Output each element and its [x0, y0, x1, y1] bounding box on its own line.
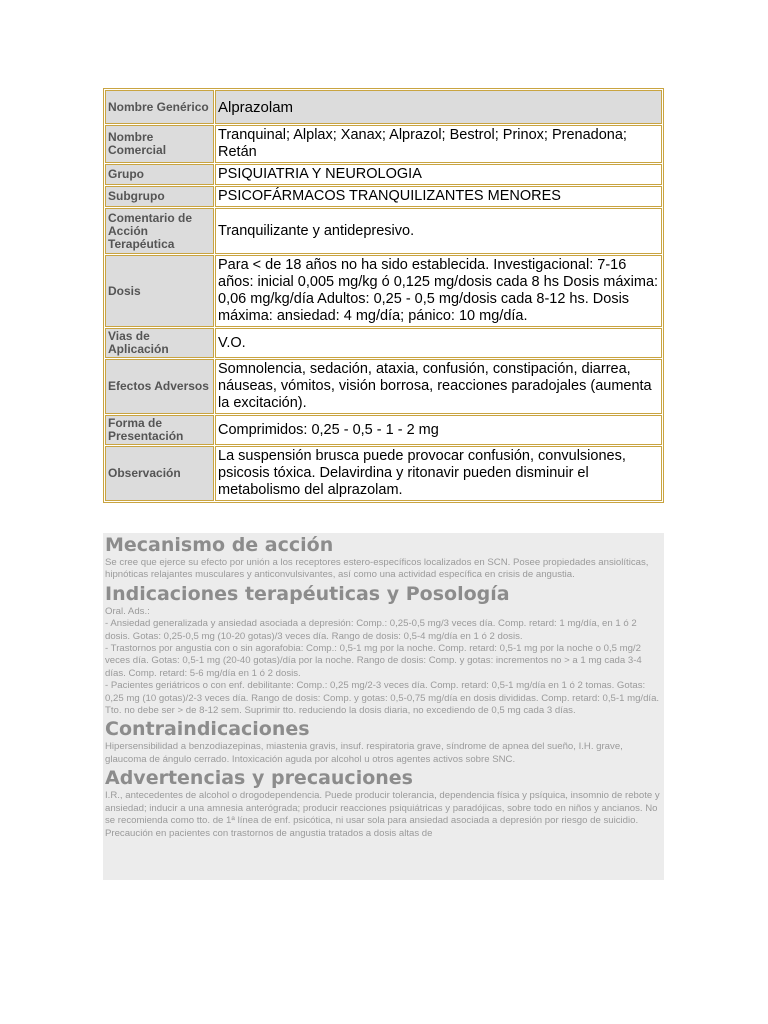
section-text: Oral. Ads.:: [105, 605, 150, 617]
section-text: - Trastornos por angustia con o sin agorafobia: Comp.: 0,5-1 mg por la noche. Comp. retard: 0,5-1 mg por la noche o 0,5 mg/2 veces día. Gotas: 0,5-1 mg (20-40 gotas)/día por la noche. Rango de dosis: Comp. y gotas: incrementos no > a 1 mg cada 3-4 días. Comp. retard: 5-6 mg/día en 1 ó 2 dosis.: [105, 643, 642, 679]
section-title-mecanismo: Mecanismo de acción: [105, 534, 334, 556]
section-text: Se cree que ejerce su efecto por unión a los receptores estero-específicos localizados en SCN. Posee propiedades ansiolíticas, hipnóticas relajantes musculares y anticonvulsivantes, así como una actividad específica en crisis de angustia.: [105, 557, 649, 581]
table-row: [105, 255, 662, 327]
row-value: Tranquilizante y antidepresivo.: [215, 208, 662, 254]
row-value: V.O.: [215, 328, 662, 358]
section-text: Hipersensibilidad a benzodiazepinas, miastenia gravis, insuf. respiratoria grave, síndrome de apnea del sueño, I.H. grave, glaucoma de ángulo cerrado. Intoxicación aguda por alcohol u otros agentes activos sobre SNC.: [105, 741, 623, 765]
section-text: - Ansiedad generalizada y ansiedad asociada a depresión: Comp.: 0,25-0,5 mg/3 veces día. Comp. retard: 1 mg/día, en 1 ó 2 dosis. Gotas: 0,25-0,5 mg (10-20 gotas)/3 veces día. Rango de dosis: 0,5-4 mg/día en 1 ó 2 dosis.: [105, 618, 637, 642]
row-value: Alprazolam: [215, 90, 662, 124]
row-value: Comprimidos: 0,25 - 0,5 - 1 - 2 mg: [215, 415, 662, 445]
section-text: I.R., antecedentes de alcohol o drogodependencia. Puede producir tolerancia, dependencia física y psíquica, insomnio de rebote y ansiedad; inducir a una amnesia anterógrada; producir reacciones psiquiátricas y paradójicas, sobre todo en niños y ancianos. No se recomienda como tto. de 1ª línea de enf. psicótica, ni usar sola para ansiedad asociada a depresión por riesgo de suicidio. Precaución en pacientes con trastornos de angustia tratados a dosis altas de: [105, 790, 660, 839]
row-value: Somnolencia, sedación, ataxia, confusión, constipación, diarrea, náuseas, vómitos, visión borrosa, reacciones paradojales (aumenta la excitación).: [215, 359, 662, 414]
table-row: [105, 446, 662, 501]
row-label: Subgrupo: [105, 186, 214, 207]
table-row: [105, 359, 662, 414]
row-value: Tranquinal; Alplax; Xanax; Alprazol; Bestrol; Prinox; Prenadona; Retán: [215, 125, 662, 163]
section-title-advertencias: Advertencias y precauciones: [105, 767, 413, 790]
section-text: Tto. no debe ser > de 8-12 sem. Suprimir tto. reduciendo la dosis diaria, no excediendo de 0,5 mg cada 3 días.: [105, 705, 576, 717]
row-label: Forma de Presentación: [105, 415, 214, 445]
row-label: Dosis: [105, 255, 214, 327]
table-row: [105, 415, 662, 445]
drug-info-panel: [103, 533, 664, 880]
row-label: Nombre Comercial: [105, 125, 214, 163]
section-title-contraindicaciones: Contraindicaciones: [105, 718, 310, 741]
row-value: PSICOFÁRMACOS TRANQUILIZANTES MENORES: [215, 186, 662, 207]
table-row: [105, 90, 662, 124]
row-value: La suspensión brusca puede provocar confusión, convulsiones, psicosis tóxica. Delavirdina y ritonavir pueden disminuir el metabolismo del alprazolam.: [215, 446, 662, 501]
table-row: [105, 125, 662, 163]
row-label: Vias de Aplicación: [105, 328, 214, 358]
section-title-indicaciones: Indicaciones terapéuticas y Posología: [105, 582, 510, 605]
row-value: PSIQUIATRIA Y NEUROLOGIA: [215, 164, 662, 185]
row-label: Efectos Adversos: [105, 359, 214, 414]
table-row: [105, 328, 662, 358]
section-text: - Pacientes geriátricos o con enf. debilitante: Comp.: 0,25 mg/2-3 veces día. Comp. retard: 0,5-1 mg/día en 1 ó 2 tomas. Gotas: 0,25 mg (10 gotas)/2-3 veces día. Rango de dosis: Comp. y gotas: 0,5-0,75 mg/día en dosis divididas. Comp. retard: 0,5-1 mg/día.: [105, 680, 660, 704]
row-label: Nombre Genérico: [105, 90, 214, 124]
row-label: Grupo: [105, 164, 214, 185]
drug-info-table: [103, 88, 664, 503]
table-row: [105, 208, 662, 254]
row-label: Observación: [105, 446, 214, 501]
table-row: [105, 164, 662, 185]
table-row: [105, 186, 662, 207]
row-label: Comentario de Acción Terapéutica: [105, 208, 214, 254]
row-value: Para < de 18 años no ha sido establecida. Investigacional: 7-16 años: inicial 0,005 mg/kg ó 0,125 mg/dosis cada 8 hs Dosis máxima: 0,06 mg/kg/día Adultos: 0,25 - 0,5 mg/dosis cada 8-12 hs. Dosis máxima: ansiedad: 4 mg/día; pánico: 10 mg/día.: [215, 255, 662, 327]
